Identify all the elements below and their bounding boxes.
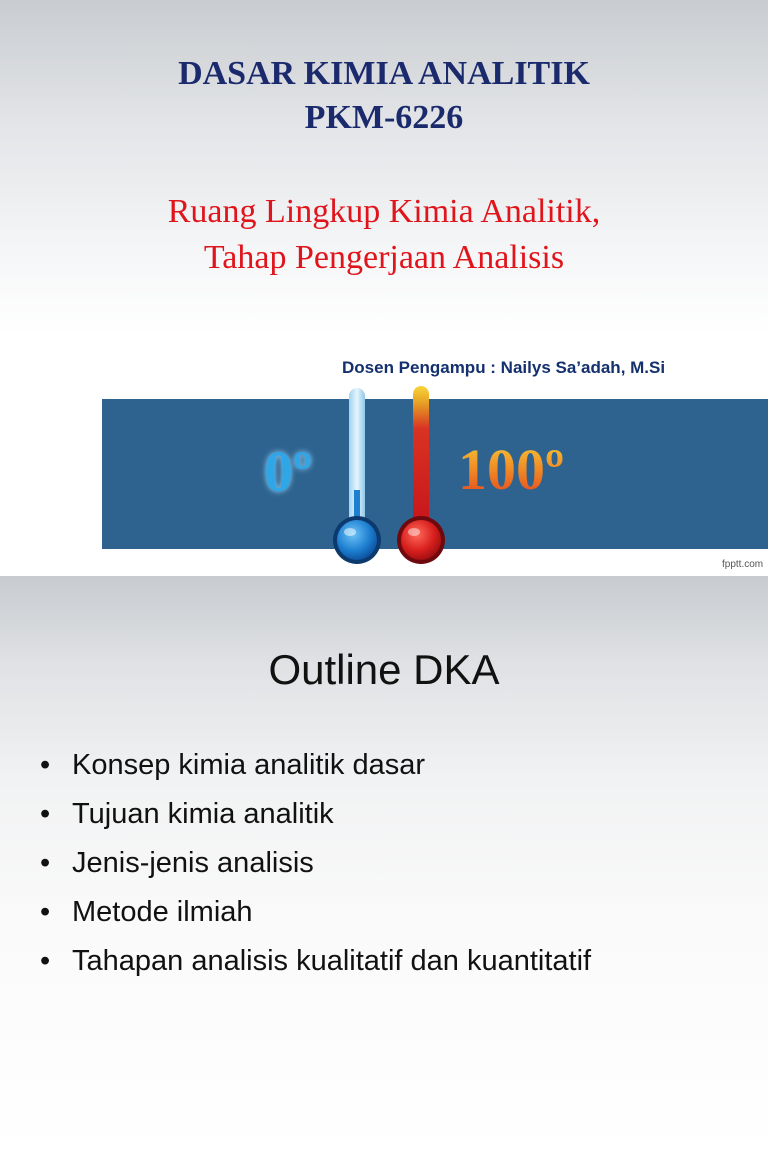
list-item-text: Konsep kimia analitik dasar — [72, 749, 426, 781]
list-item — [40, 839, 591, 888]
topic-title-line1: Ruang Lingkup Kimia Analitik, — [167, 193, 601, 230]
topic-title-line2: Tahap Pengerjaan Analisis — [203, 239, 565, 276]
course-code: PKM-6226 — [304, 99, 464, 136]
outline-list — [40, 741, 591, 986]
temperature-high-label: 100º — [458, 437, 565, 502]
list-item — [40, 888, 591, 937]
bullet-icon: • — [40, 847, 51, 879]
thermometers-graphic — [320, 380, 460, 570]
bullet-icon: • — [40, 798, 51, 830]
bullet-icon: • — [40, 896, 51, 928]
course-title: DASAR KIMIA ANALITIK — [178, 55, 590, 92]
list-item-text: Tahapan analisis kualitatif dan kuantitatif — [72, 945, 592, 977]
outline-slide — [0, 576, 768, 1152]
cold-thermometer-icon — [333, 388, 381, 564]
hot-thermometer-icon — [397, 386, 445, 564]
lecturer-name: Dosen Pengampu : Nailys Sa’adah, M.Si — [342, 358, 666, 377]
list-item-text: Jenis-jenis analisis — [72, 847, 314, 879]
outline-title: Outline DKA — [268, 646, 500, 693]
list-item-text: Metode ilmiah — [72, 896, 253, 928]
list-item-text: Tujuan kimia analitik — [72, 798, 334, 830]
list-item — [40, 741, 591, 790]
brand-watermark: fpptt.com — [722, 559, 764, 570]
list-item — [40, 937, 591, 986]
temperature-low-label: 0º — [264, 439, 313, 504]
bullet-icon: • — [40, 749, 51, 781]
list-item — [40, 790, 591, 839]
bullet-icon: • — [40, 945, 51, 977]
